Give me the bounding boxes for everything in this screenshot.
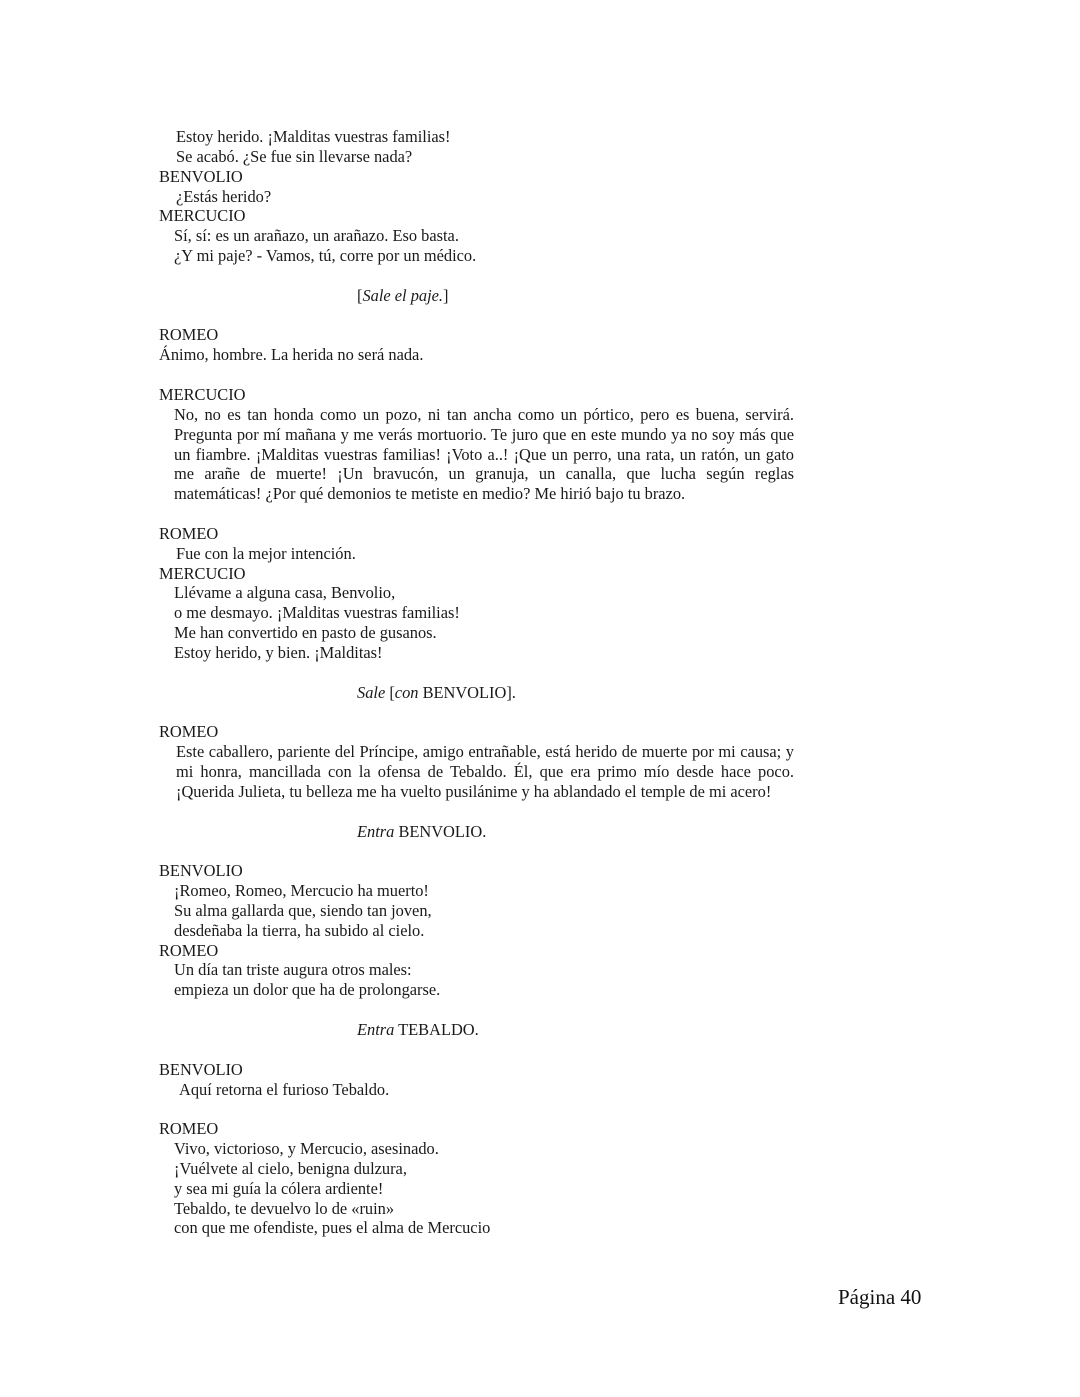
dialogue-line: Ánimo, hombre. La herida no será nada. xyxy=(159,345,424,365)
speaker-name: ROMEO xyxy=(159,940,219,960)
dialogue-line: ¡Vuélvete al cielo, benigna dulzura, xyxy=(174,1158,407,1178)
dialogue-line: Vivo, victorioso, y Mercucio, asesinado. xyxy=(174,1139,439,1159)
page-number: Página 40 xyxy=(838,1285,922,1309)
dialogue-line: Llévame a alguna casa, Benvolio, xyxy=(174,583,396,603)
dialogue-line: ¿Y mi paje? - Vamos, tú, corre por un médico. xyxy=(174,246,477,266)
stage-direction: [Sale el paje.] xyxy=(357,285,449,305)
stage-direction: Sale [con BENVOLIO]. xyxy=(357,682,516,702)
dialogue-line: Aquí retorna el furioso Tebaldo. xyxy=(179,1079,390,1099)
speaker-name: ROMEO xyxy=(159,1119,219,1139)
speaker-name: MERCUCIO xyxy=(159,563,246,583)
dialogue-line: o me desmayo. ¡Malditas vuestras familias! xyxy=(174,603,460,623)
dialogue-paragraph: No, no es tan honda como un pozo, ni tan ancha como un pórtico, pero es buena, servirá. Pregunta por mí mañana y me verás mortuorio. Te juro que en este mundo ya no soy más que un fiambre. ¡Malditas vuestras familias! ¡Voto a..! ¡Que un perro, una rata, un ratón, un gato me arañe de muerte! ¡Un bravucón, un granuja, un canalla, que lucha según reglas matemáticas! ¿Por qué demonios te metiste en medio? Me hirió bajo tu brazo. xyxy=(174,404,794,504)
dialogue-line: Fue con la mejor intención. xyxy=(176,543,356,563)
speaker-name: MERCUCIO xyxy=(159,206,246,226)
speaker-name: ROMEO xyxy=(159,523,219,543)
speaker-name: BENVOLIO xyxy=(159,166,243,186)
dialogue-line: ¡Romeo, Romeo, Mercucio ha muerto! xyxy=(174,881,429,901)
dialogue-paragraph: Este caballero, pariente del Príncipe, amigo entrañable, está herido de muerte por mi causa; y mi honra, mancillada con la ofensa de Tebaldo. Él, que era primo mío desde hace poco. ¡Querida Julieta, tu belleza me ha vuelto pusilánime y ha ablandado el temple de mi acero! xyxy=(176,742,794,801)
dialogue-line: Un día tan triste augura otros males: xyxy=(174,960,412,980)
dialogue-line: y sea mi guía la cólera ardiente! xyxy=(174,1178,384,1198)
speaker-name: BENVOLIO xyxy=(159,861,243,881)
speaker-name: ROMEO xyxy=(159,325,219,345)
speaker-name: MERCUCIO xyxy=(159,384,246,404)
dialogue-line: Tebaldo, te devuelvo lo de «ruin» xyxy=(174,1198,395,1218)
dialogue-line: Su alma gallarda que, siendo tan joven, xyxy=(174,900,432,920)
speaker-name: BENVOLIO xyxy=(159,1059,243,1079)
play-text xyxy=(159,127,794,1238)
dialogue-line: Me han convertido en pasto de gusanos. xyxy=(174,623,437,643)
dialogue-line: Estoy herido, y bien. ¡Malditas! xyxy=(174,642,383,662)
dialogue-line: ¿Estás herido? xyxy=(176,186,272,206)
dialogue-line: con que me ofendiste, pues el alma de Mercucio xyxy=(174,1218,491,1238)
stage-direction: Entra BENVOLIO. xyxy=(357,821,487,841)
dialogue-line: Se acabó. ¿Se fue sin llevarse nada? xyxy=(176,146,413,166)
dialogue-line: Sí, sí: es un arañazo, un arañazo. Eso basta. xyxy=(174,226,459,246)
dialogue-line: desdeñaba la tierra, ha subido al cielo. xyxy=(174,920,425,940)
speaker-name: ROMEO xyxy=(159,722,219,742)
dialogue-line: empieza un dolor que ha de prolongarse. xyxy=(174,980,441,1000)
stage-direction: Entra TEBALDO. xyxy=(357,1019,479,1039)
dialogue-line: Estoy herido. ¡Malditas vuestras familias! xyxy=(176,127,451,146)
